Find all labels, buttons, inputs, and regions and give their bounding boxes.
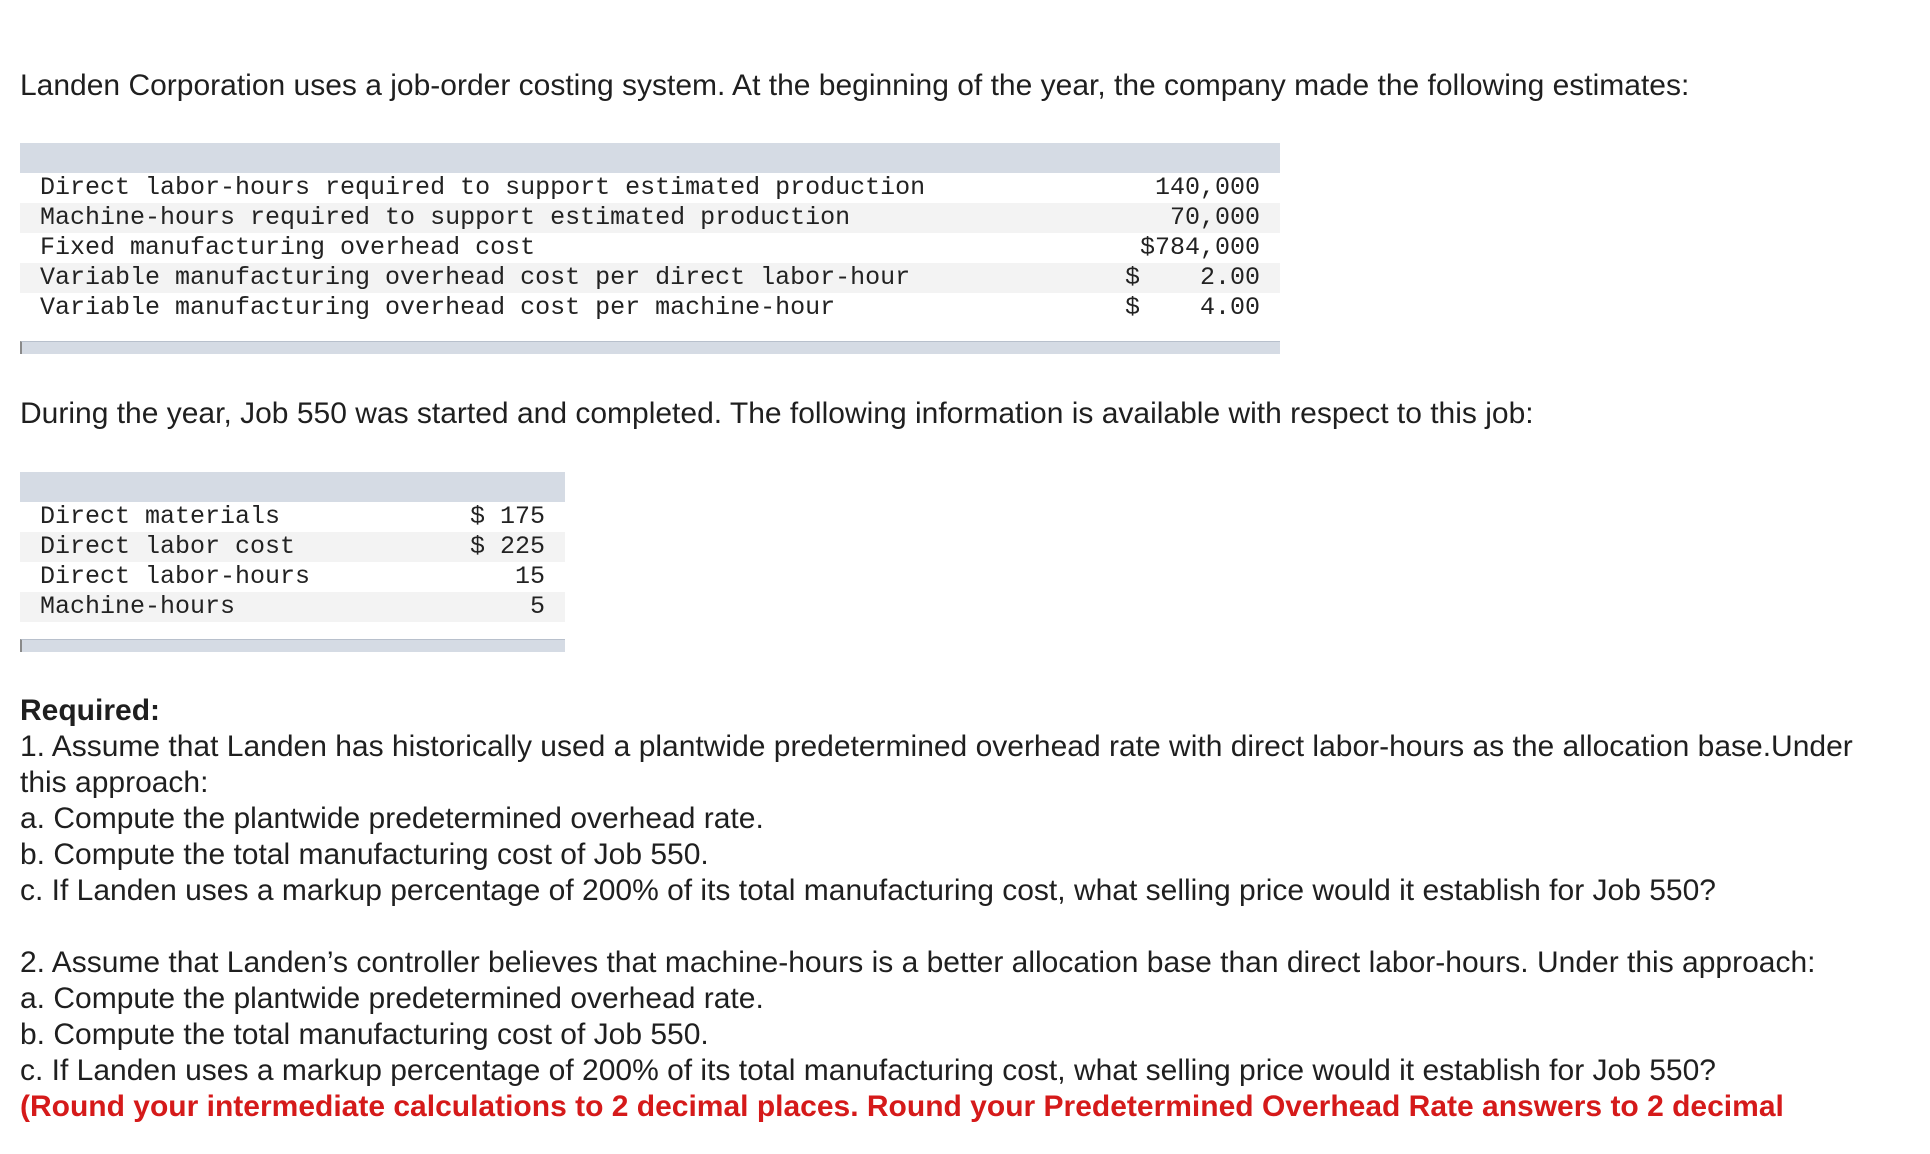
table-row: [20, 562, 565, 592]
table-footer-band: [20, 639, 565, 652]
table-header-band: [20, 143, 1280, 173]
row-value: $ 225: [469, 532, 545, 561]
table-row: [20, 173, 1280, 203]
table-header-band: [20, 472, 565, 502]
row-label: Direct labor cost: [40, 532, 296, 561]
table-row: [20, 203, 1280, 233]
row-label: Variable manufacturing overhead cost per direct labor-hour: [40, 263, 911, 292]
row-label: Machine-hours required to support estimated production: [40, 203, 851, 232]
question-2a: a. Compute the plantwide predetermined overhead rate.: [20, 982, 764, 1015]
row-value: 70,000: [1169, 203, 1260, 232]
row-value: $ 175: [469, 502, 545, 531]
required-heading: Required:: [20, 694, 161, 727]
job-table: [20, 472, 565, 652]
row-value: 140,000: [1154, 173, 1260, 202]
table-footer-band: [20, 341, 1280, 354]
required-section: [20, 693, 1900, 1125]
intro-text: Landen Corporation uses a job-order costing system. At the beginning of the year, the company made the following estimates:: [20, 69, 1690, 102]
job-intro-text: During the year, Job 550 was started and completed. The following information is available with respect to this job:: [20, 397, 1534, 430]
table-row: [20, 592, 565, 622]
estimates-table: [20, 143, 1280, 354]
question-1c: c. If Landen uses a markup percentage of 200% of its total manufacturing cost, what selling price would it establish for Job 550?: [20, 874, 1716, 907]
table-row: [20, 233, 1280, 263]
row-label: Variable manufacturing overhead cost per machine-hour: [40, 293, 836, 322]
row-value: $ 4.00: [1124, 293, 1260, 322]
question-1a: a. Compute the plantwide predetermined overhead rate.: [20, 802, 764, 835]
row-value: $784,000: [1139, 233, 1260, 262]
table-row: [20, 502, 565, 532]
table-row: [20, 293, 1280, 323]
row-value: $ 2.00: [1124, 263, 1260, 292]
row-value: 15: [514, 562, 545, 591]
row-value: 5: [529, 592, 545, 621]
question-2c: c. If Landen uses a markup percentage of 200% of its total manufacturing cost, what selling price would it establish for Job 550?: [20, 1054, 1716, 1087]
row-label: Machine-hours: [40, 592, 236, 621]
row-label: Direct labor-hours: [40, 562, 311, 591]
question-2-intro: 2. Assume that Landen’s controller believes that machine-hours is a better allocation base than direct labor-hours. Under this approach:: [20, 946, 1816, 979]
question-1-intro: 1. Assume that Landen has historically used a plantwide predetermined overhead rate with direct labor-hours as the allocation base.Under this approach:: [20, 730, 1853, 799]
question-1b: b. Compute the total manufacturing cost of Job 550.: [20, 838, 709, 871]
table-row: [20, 532, 565, 562]
question-2b: b. Compute the total manufacturing cost of Job 550.: [20, 1018, 709, 1051]
row-label: Direct materials: [40, 502, 281, 531]
row-label: Fixed manufacturing overhead cost: [40, 233, 536, 262]
table-row: [20, 263, 1280, 293]
rounding-note: (Round your intermediate calculations to 2 decimal places. Round your Predetermined Overhead Rate answers to 2 decimal: [20, 1090, 1784, 1123]
row-label: Direct labor-hours required to support estimated production: [40, 173, 926, 202]
